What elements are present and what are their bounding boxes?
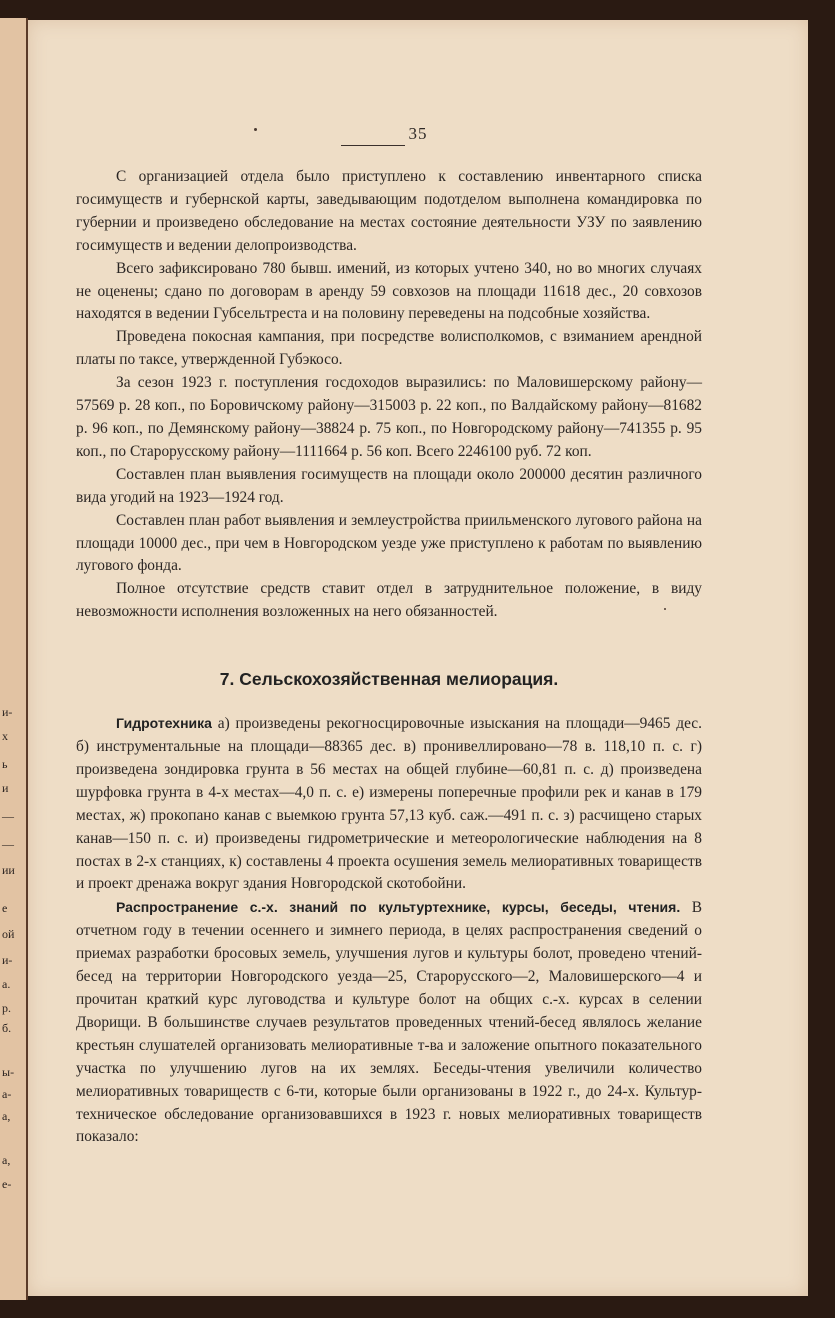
page-body <box>76 166 702 1149</box>
adjacent-page-fragment: а, <box>2 1153 11 1167</box>
adjacent-page-fragment: ии <box>2 863 15 877</box>
body-paragraph: Составлен план выявления госимуществ на площади около 200000 десятин различного вида угодий на 1923—1924 год. <box>76 465 702 506</box>
adjacent-page-fragment: р. <box>2 1001 11 1015</box>
body-paragraph: Проведена покосная кампания, при посредстве волисполкомов, с взиманием арендной платы по таксе, утвержденной Губэкосо. <box>76 328 702 369</box>
adjacent-page-fragment: и <box>2 781 9 795</box>
adjacent-page-fragment: а- <box>2 1087 12 1101</box>
paragraph-lead-in: Гидротехника <box>116 715 212 732</box>
document-page <box>28 20 808 1296</box>
adjacent-page-fragment: — <box>2 837 14 851</box>
page-number-rule <box>341 145 405 146</box>
adjacent-page-edge <box>0 18 28 1300</box>
adjacent-page-fragment: ь <box>2 757 8 771</box>
adjacent-page-fragment: а. <box>2 977 11 991</box>
adjacent-page-fragment: и- <box>2 705 13 719</box>
paragraph-text: В отчетном году в течении осеннего и зимнего периода, в целях распространения сведений о приемах разработки бросовых земель, улучшения лугов и культуры болот, проведено чтений-бесед на территории Новгородского уезда—25, Старорусского—2, Маловишерского—4 и прочитан краткий курс луговодства и культуре болот на общих с.-х. курсах в селении Дворищи. В большинстве случаев результатов проведенных чтений-бесед являлось желание крестьян слушателей организовать мелиоративные т-ва и заложение опытного показательного участка по улучшению лугов на их землях. Беседы-чтения увеличили количество мелиоративных товариществ с 6-ти, которые были организованы в 1922 г., до 24-х. Культур-техническое обследование организовавшихся в 1923 г. новых мелиоративных товариществ показало: <box>76 899 702 1146</box>
section-paragraph <box>76 896 702 1149</box>
section-heading: 7. Сельскохозяйственная мелиорация. <box>219 669 559 690</box>
adjacent-page-fragment: е <box>2 901 8 915</box>
section-paragraph <box>76 712 702 896</box>
body-paragraph: Составлен план работ выявления и землеустройства приильменского лугового района на площади 10000 дес., при чем в Новгородском уезде уже приступлено к работам по выявлению лугового фонда. <box>76 511 702 575</box>
adjacent-page-fragment: ой <box>2 927 15 941</box>
body-paragraph: Всего зафиксировано 780 бывш. имений, из которых учтено 340, но во многих случаях не оценены; сдано по договорам в аренду 59 совхозов на площади 11618 дес., 20 совхозов находятся в ведении Губсельтреста и на половину переведены на подсобные хозяйства. <box>76 259 702 323</box>
body-paragraph: За сезон 1923 г. поступления госдоходов выразились: по Маловишерскому району—57569 р. 28 коп., по Боровичскому району—315003 р. 22 коп., по Валдайскому району—81682 р. 96 коп., по Демянскому району—38824 р. 75 коп., по Новгородскому району—741355 р. 95 коп., по Старорусскому району—1111664 р. 56 коп. Всего 2246100 руб. 72 коп. <box>76 374 702 460</box>
adjacent-page-fragment: х <box>2 729 8 743</box>
adjacent-page-fragment: — <box>2 809 14 823</box>
adjacent-page-fragment: а, <box>2 1109 11 1123</box>
paragraph-lead-in: Распространение с.-х. знаний по культуртехнике, курсы, беседы, чтения. <box>116 899 681 916</box>
adjacent-page-fragment: и- <box>2 953 13 967</box>
paragraph-text: а) произведены рекогносцировочные изыскания на площади—9465 дес. б) инструментальные на площади—88365 дес. в) пронивеллировано—78 в. 118,10 п. с. г) произведена зондировка грунта в 56 местах на общей глубине—60,81 п. с. д) произведена шурфовка грунта в 4-х местах—4,0 п. с. е) измерены поперечные профили рек и канав в 179 местах, ж) прокопано канав с выемкою грунта 57,13 куб. саж.—491 п. с. з) расчищено старых канав—150 п. с. и) произведены гидрометрические и метеорологические наблюдения на 8 постах в 2-х станциях, к) составлены 4 проекта осушения земель мелиоративных товариществ и проект дренажа вокруг здания Новгородской скотобойни. <box>76 715 702 893</box>
body-paragraph: С организацией отдела было приступлено к составлению инвентарного списка госимуществ и губернской карты, заведывающим подотделом выполнена командировка по губернии и произведено обследование на местах состояние деятельности УЗУ по заявлению госимуществ и ведении делопроизводства. <box>76 168 702 254</box>
adjacent-page-fragment: б. <box>2 1021 12 1035</box>
adjacent-page-fragment: е- <box>2 1177 12 1191</box>
page-number: 35 <box>408 124 428 143</box>
body-paragraph: Полное отсутствие средств ставит отдел в затруднительное положение, в виду невозможности исполнения возложенных на него обязанностей. <box>76 580 702 621</box>
adjacent-page-fragment: ы- <box>2 1065 15 1079</box>
